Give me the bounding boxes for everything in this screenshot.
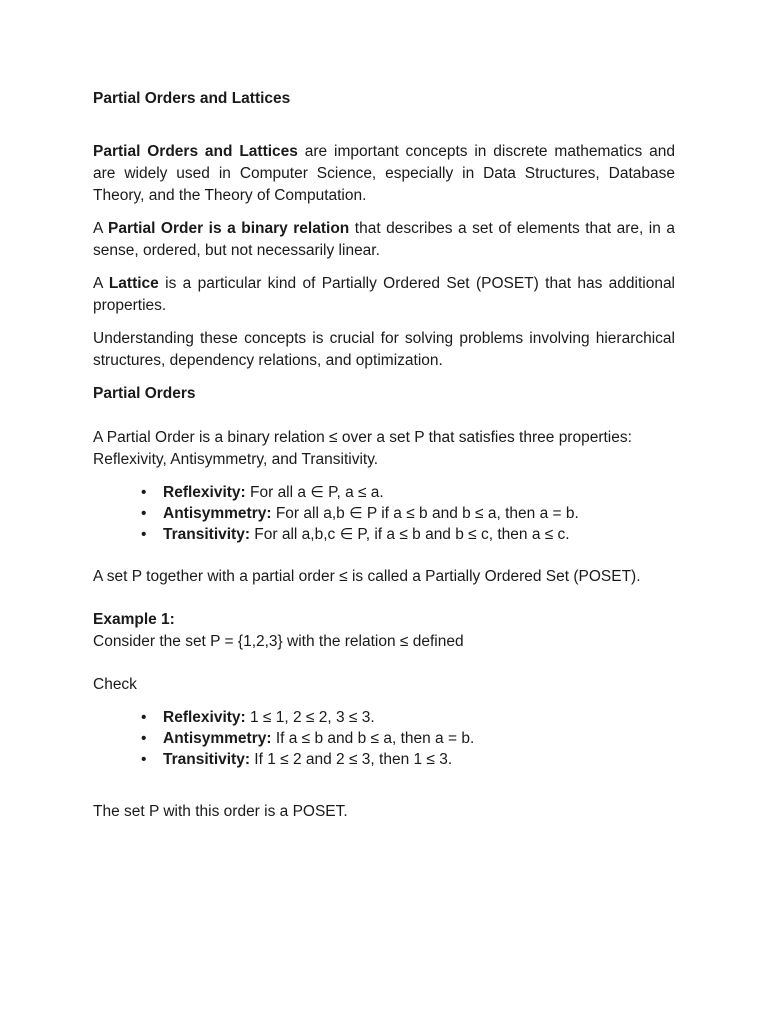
- intro-p2-pre: A: [93, 220, 109, 237]
- poset-definition: A set P together with a partial order ≤ is called a Partially Ordered Set (POSET).: [93, 568, 641, 585]
- list-item: [141, 503, 675, 524]
- intro-p3-text: is a particular kind of Partially Ordered Set (POSET) that has additional properties.: [93, 275, 676, 314]
- bullet-icon: •: [141, 505, 147, 522]
- list-item: [141, 749, 675, 770]
- spacer: [93, 599, 675, 609]
- property-text: For all a,b ∈ P if a ≤ b and b ≤ a, then a = b.: [271, 505, 579, 522]
- example-1-statement: Consider the set P = {1,2,3} with the relation ≤ defined: [93, 633, 464, 650]
- bullet-icon: •: [141, 526, 147, 543]
- list-item: [141, 707, 675, 728]
- intro-p1-bold: Partial Orders and Lattices: [93, 143, 298, 160]
- check-term: Transitivity:: [163, 751, 250, 768]
- intro-paragraph-2: [93, 218, 675, 262]
- partial-orders-heading: Partial Orders: [93, 385, 196, 402]
- check-text: If 1 ≤ 2 and 2 ≤ 3, then 1 ≤ 3.: [250, 751, 453, 768]
- bullet-icon: •: [141, 484, 147, 501]
- example-1-heading: Example 1:: [93, 611, 175, 628]
- intro-paragraph-4: Understanding these concepts is crucial for solving problems involving hierarchical structures, dependency relations, and optimization.: [93, 330, 675, 369]
- intro-p3-bold: Lattice: [108, 275, 159, 292]
- properties-list: [93, 482, 675, 545]
- intro-paragraph-1: [93, 141, 675, 207]
- bullet-icon: •: [141, 709, 147, 726]
- spacer: [93, 791, 675, 801]
- spacer: [93, 664, 675, 674]
- property-text: For all a,b,c ∈ P, if a ≤ b and b ≤ c, then a ≤ c.: [250, 526, 570, 543]
- checks-list: [93, 707, 675, 770]
- bullet-icon: •: [141, 730, 147, 747]
- list-item: [141, 728, 675, 749]
- property-term: Transitivity:: [163, 526, 250, 543]
- intro-p2-bold: Partial Order is a binary relation: [108, 220, 350, 237]
- check-term: Antisymmetry:: [163, 730, 272, 747]
- check-text: 1 ≤ 1, 2 ≤ 2, 3 ≤ 3.: [245, 709, 375, 726]
- check-text: If a ≤ b and b ≤ a, then a = b.: [271, 730, 475, 747]
- intro-p3-pre: A: [93, 275, 109, 292]
- document-title: Partial Orders and Lattices: [93, 90, 291, 107]
- check-term: Reflexivity:: [163, 709, 246, 726]
- intro-p2-text: that describes a set of elements that are, in a sense, ordered, but not necessarily linear.: [93, 220, 676, 259]
- list-item: [141, 524, 675, 545]
- bullet-icon: •: [141, 751, 147, 768]
- example-1-conclusion: The set P with this order is a POSET.: [93, 803, 348, 820]
- intro-p1-text: are important concepts in discrete mathematics and are widely used in Computer Science, especially in Data Structures, Database Theory, and the Theory of Computation.: [93, 143, 675, 204]
- list-item: [141, 482, 675, 503]
- property-text: For all a ∈ P, a ≤ a.: [245, 484, 384, 501]
- property-term: Antisymmetry:: [163, 505, 272, 522]
- intro-paragraph-3: [93, 273, 675, 317]
- property-term: Reflexivity:: [163, 484, 246, 501]
- partial-order-definition: A Partial Order is a binary relation ≤ over a set P that satisfies three properties: Reflexivity, Antisymmetry, and Transitivity.: [93, 429, 632, 468]
- example-1-check-label: Check: [93, 676, 137, 693]
